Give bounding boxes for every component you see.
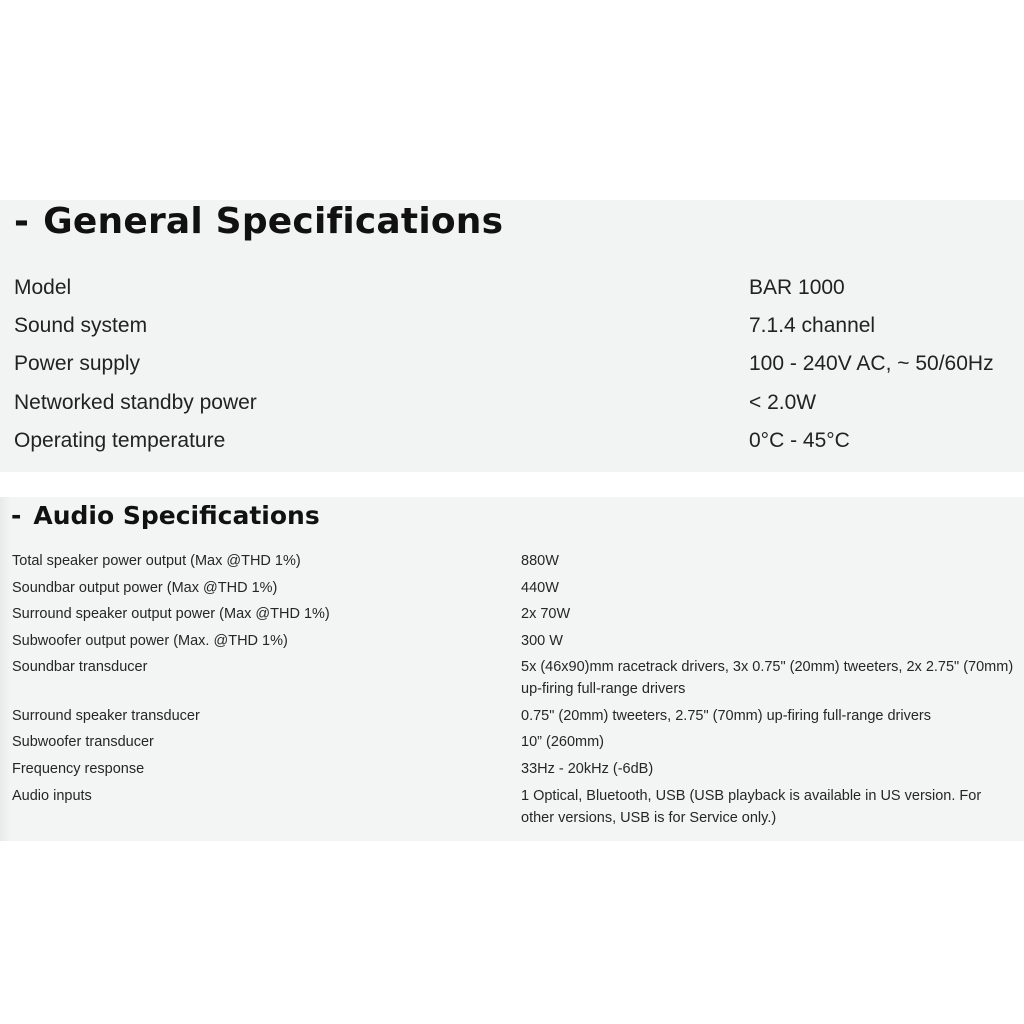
spec-value: 10” (260mm) — [521, 734, 604, 750]
spec-label: Surround speaker transducer — [12, 708, 200, 724]
spec-row-operating-temperature — [0, 422, 1024, 460]
spec-label: Subwoofer output power (Max. @THD 1%) — [12, 633, 288, 649]
spec-value: 33Hz - 20kHz (-6dB) — [521, 761, 654, 777]
spec-label: Model — [14, 276, 72, 299]
spec-value: 2x 70W — [521, 606, 571, 622]
heading-dash: - — [14, 201, 30, 242]
general-specifications-section — [0, 200, 1024, 472]
spec-value: 0°C - 45°C — [749, 429, 850, 452]
spec-value: 5x (46x90)mm racetrack drivers, 3x 0.75" (20mm) tweeters, 2x 2.75" (70mm) up-firing full-range drivers — [521, 659, 1014, 697]
spec-label: Sound system — [14, 314, 148, 337]
spec-label: Surround speaker output power (Max @THD 1%) — [12, 606, 330, 622]
spec-row-power-supply — [0, 345, 1024, 383]
spec-value: 440W — [521, 580, 559, 596]
spec-value: 1 Optical, Bluetooth, USB (USB playback is available in US version. For other versions, USB is for Service only.) — [521, 788, 982, 826]
spec-label: Networked standby power — [14, 391, 257, 414]
audio-specifications-section — [0, 497, 1024, 841]
spec-row-networked-standby-power — [0, 384, 1024, 422]
spec-value: 7.1.4 channel — [749, 314, 876, 337]
heading-dash: - — [11, 501, 22, 530]
spec-row-model — [0, 269, 1024, 307]
spec-label: Operating temperature — [14, 429, 226, 452]
heading-text: Audio Specifications — [33, 501, 320, 530]
spec-label: Subwoofer transducer — [12, 734, 154, 750]
spec-row-sound-system — [0, 307, 1024, 345]
spec-label: Total speaker power output (Max @THD 1%) — [12, 553, 301, 569]
audio-specifications-heading — [11, 499, 320, 533]
spec-value: 300 W — [521, 633, 563, 649]
spec-label: Frequency response — [12, 761, 145, 777]
spec-label: Audio inputs — [12, 788, 92, 804]
spec-value: 0.75" (20mm) tweeters, 2.75" (70mm) up-firing full-range drivers — [521, 708, 931, 724]
spec-label: Soundbar transducer — [12, 659, 148, 675]
spec-value: BAR 1000 — [749, 276, 845, 299]
spec-label: Power supply — [14, 352, 141, 375]
general-specifications-heading — [14, 200, 503, 244]
spec-value: < 2.0W — [749, 391, 817, 414]
spec-value: 100 - 240V AC, ~ 50/60Hz — [749, 352, 994, 375]
heading-text: General Specifications — [43, 201, 504, 242]
spec-value: 880W — [521, 553, 559, 569]
spec-label: Soundbar output power (Max @THD 1%) — [12, 580, 278, 596]
